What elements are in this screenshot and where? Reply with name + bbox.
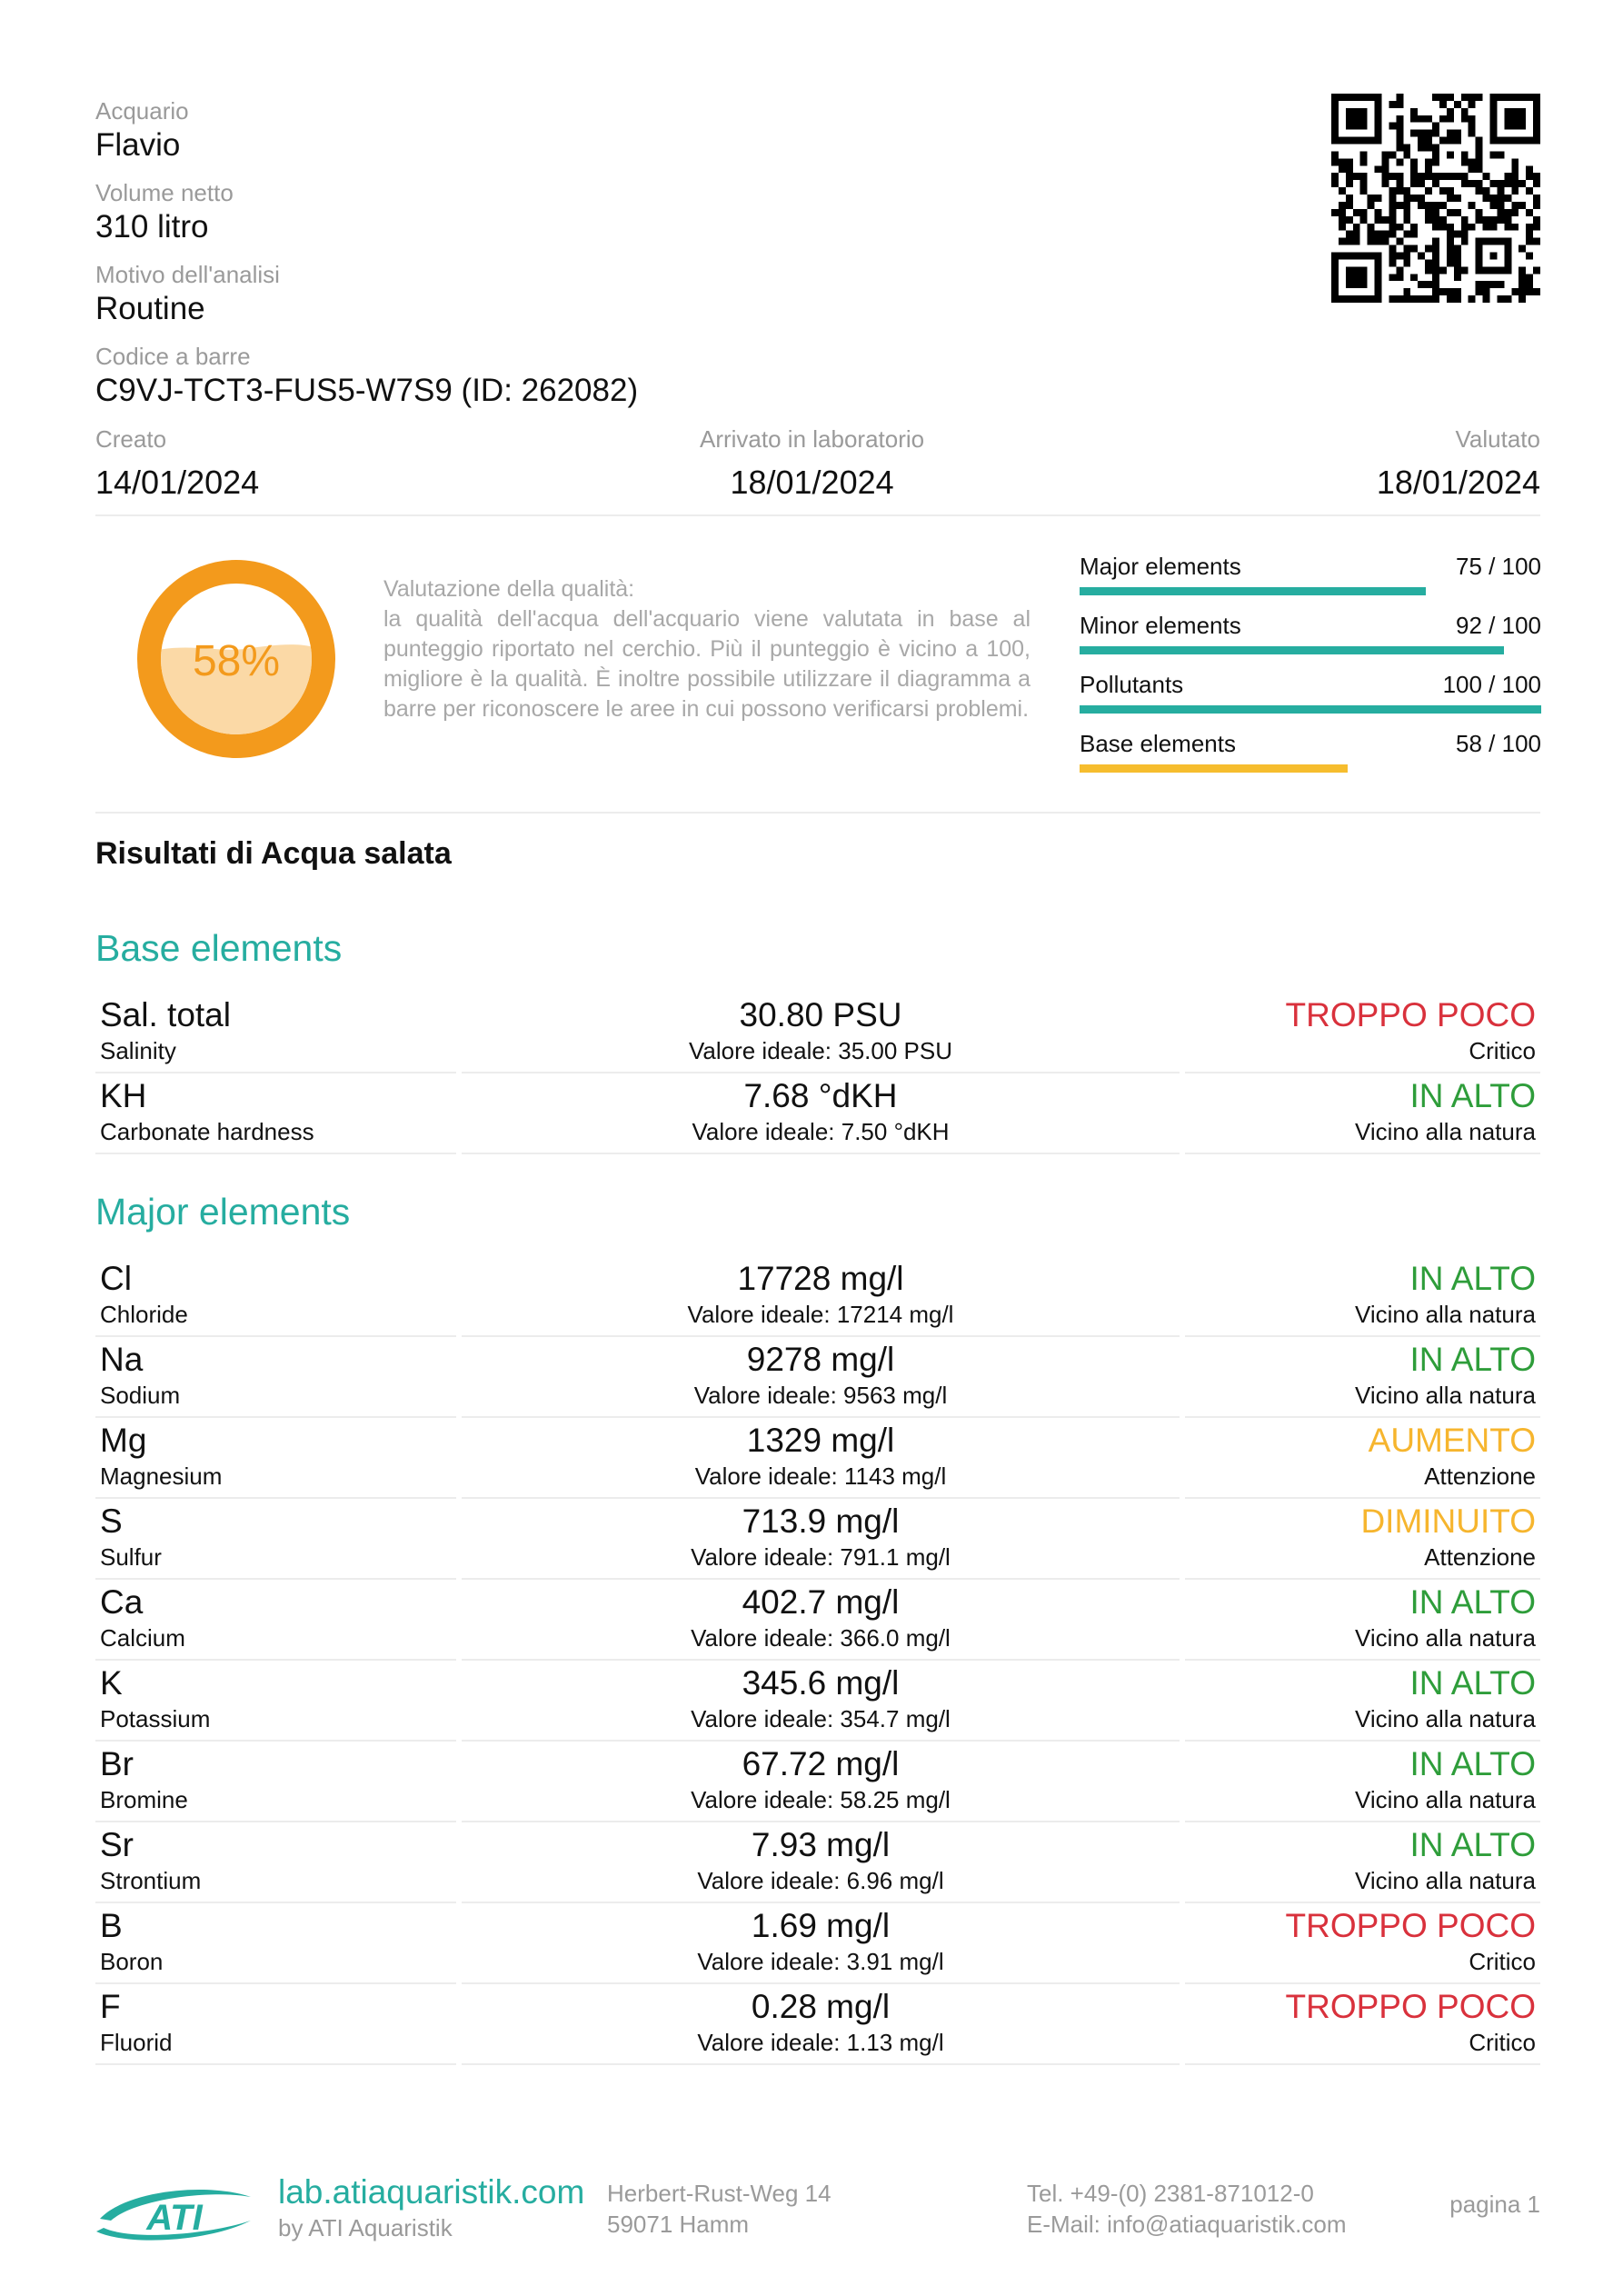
result-note: Attenzione [1424,1543,1536,1571]
result-assessment [1185,994,1540,1073]
group-title: Base elements [95,927,343,969]
result-value: 0.28 mg/l [751,1988,891,2025]
result-row [95,1582,1540,1662]
result-name: Boron [100,1948,164,1975]
result-symbol: S [100,1502,123,1540]
result-assessment [1185,1662,1540,1742]
result-status: TROPPO POCO [1285,1907,1536,1944]
result-parameter [95,1420,456,1499]
result-ideal: Valore ideale: 3.91 mg/l [697,1948,944,1975]
result-status: AUMENTO [1368,1422,1536,1459]
score-bar-track [1080,646,1541,654]
score-bar-score: 75 / 100 [1456,553,1541,580]
result-ideal: Valore ideale: 35.00 PSU [688,1037,953,1064]
score-bar-track [1080,587,1541,595]
score-bar-track [1080,764,1541,773]
result-symbol: Ca [100,1583,144,1621]
aquarium-info [95,95,1095,423]
result-name: Sodium [100,1382,181,1409]
result-ideal: Valore ideale: 791.1 mg/l [691,1543,951,1571]
result-measurement [462,1662,1180,1742]
footer-address [607,2178,831,2240]
result-note: Vicino alla natura [1355,1301,1536,1328]
result-value: 1.69 mg/l [751,1907,891,1944]
result-assessment [1185,1905,1540,1984]
result-parameter [95,1501,456,1580]
score-bar-row [1080,664,1541,723]
result-value: 9278 mg/l [746,1341,895,1378]
result-measurement [462,1258,1180,1337]
result-row [95,1420,1540,1501]
result-measurement [462,1743,1180,1822]
result-note: Vicino alla natura [1355,1786,1536,1813]
result-ideal: Valore ideale: 9563 mg/l [693,1382,948,1409]
result-name: Magnesium [100,1462,223,1490]
result-parameter [95,994,456,1073]
result-note: Critico [1469,1948,1536,1975]
result-status: TROPPO POCO [1285,1988,1536,2025]
quality-description-text: la qualità dell'acqua dell'acquario viene valutata in base al punteggio riportato nel cerchio. Più il punteggio è vicino a 100, migliore è la qualità. È inoltre possibile utilizzare il diagramma a barre per riconoscere le aree in cui possono verificarsi problemi. [383,606,1031,722]
result-symbol: KH [100,1077,147,1114]
footer-tel: Tel. +49-(0) 2381-871012-0 [1027,2180,1314,2207]
result-row [95,1075,1540,1156]
result-note: Vicino alla natura [1355,1382,1536,1409]
reason-label: Motivo dell'analisi [95,261,280,288]
result-row [95,1905,1540,1986]
result-status: DIMINUITO [1360,1502,1536,1540]
score-bar-fill [1080,705,1541,714]
result-name: Bromine [100,1786,188,1813]
result-value: 67.72 mg/l [742,1745,900,1782]
result-ideal: Valore ideale: 1.13 mg/l [697,2029,944,2056]
result-parameter [95,1662,456,1742]
dates-row [95,424,1540,501]
score-bar-score: 58 / 100 [1456,730,1541,757]
result-status: IN ALTO [1409,1341,1536,1378]
result-ideal: Valore ideale: 7.50 °dKH [692,1118,950,1145]
result-note: Vicino alla natura [1355,1624,1536,1652]
result-status: IN ALTO [1409,1664,1536,1702]
quality-description-title: Valutazione della qualità: [383,576,635,602]
result-status: TROPPO POCO [1285,996,1536,1033]
result-measurement [462,1075,1180,1154]
result-symbol: Br [100,1745,134,1782]
result-value: 7.68 °dKH [743,1077,898,1114]
footer-by: by ATI Aquaristik [278,2214,453,2241]
result-symbol: Sal. total [100,996,231,1033]
result-name: Fluorid [100,2029,173,2056]
result-ideal: Valore ideale: 17214 mg/l [687,1301,954,1328]
result-row [95,1824,1540,1905]
result-assessment [1185,1339,1540,1418]
result-status: IN ALTO [1409,1745,1536,1782]
result-parameter [95,1258,456,1337]
result-row [95,994,1540,1075]
result-assessment [1185,1743,1540,1822]
result-measurement [462,994,1180,1073]
footer-address-line: 59071 Hamm [607,2211,750,2238]
result-parameter [95,1986,456,2065]
result-note: Vicino alla natura [1355,1867,1536,1894]
score-bar-track [1080,705,1541,714]
gauge-percent: 58% [192,637,281,685]
created-label: Creato [95,425,167,453]
aquarium-label: Acquario [95,97,189,125]
score-bars [1080,545,1541,782]
result-ideal: Valore ideale: 58.25 mg/l [691,1786,951,1813]
page-number: pagina 1 [1449,2191,1540,2218]
score-bar-row [1080,545,1541,604]
result-name: Chloride [100,1301,188,1328]
result-value: 7.93 mg/l [751,1826,891,1863]
result-status: IN ALTO [1409,1260,1536,1297]
result-note: Critico [1469,1037,1536,1064]
aquarium-value: Flavio [95,127,181,163]
reason-value: Routine [95,291,205,326]
result-row [95,1662,1540,1743]
footer-site-link[interactable]: lab.atiaquaristik.com [278,2173,585,2211]
result-value: 713.9 mg/l [742,1502,900,1540]
score-bar-name: Pollutants [1080,671,1184,698]
score-bar-row [1080,604,1541,664]
result-parameter [95,1339,456,1418]
result-assessment [1185,1986,1540,2065]
result-assessment [1185,1582,1540,1661]
result-ideal: Valore ideale: 6.96 mg/l [697,1867,944,1894]
result-parameter [95,1905,456,1984]
score-bar-name: Major elements [1080,553,1241,580]
result-measurement [462,1420,1180,1499]
footer [91,2172,1545,2254]
result-measurement [462,1986,1180,2065]
qr-code [1331,94,1540,303]
result-assessment [1185,1501,1540,1580]
footer-address-line: Herbert-Rust-Weg 14 [607,2180,831,2207]
result-name: Sulfur [100,1543,162,1571]
result-ideal: Valore ideale: 366.0 mg/l [691,1624,951,1652]
result-parameter [95,1824,456,1903]
result-note: Attenzione [1424,1462,1536,1490]
results-group-base [95,925,1540,1156]
divider [95,812,1540,814]
result-row [95,1501,1540,1582]
result-value: 17728 mg/l [737,1260,904,1297]
result-measurement [462,1501,1180,1580]
result-parameter [95,1743,456,1822]
result-row [95,1339,1540,1420]
score-bar-row [1080,723,1541,782]
result-name: Salinity [100,1037,176,1064]
barcode-value: C9VJ-TCT3-FUS5-W7S9 (ID: 262082) [95,373,639,408]
result-value: 402.7 mg/l [742,1583,900,1621]
result-status: IN ALTO [1409,1077,1536,1114]
created-value: 14/01/2024 [95,464,260,501]
result-symbol: B [100,1907,123,1944]
result-status: IN ALTO [1409,1583,1536,1621]
result-status: IN ALTO [1409,1826,1536,1863]
created-date [95,424,259,505]
result-measurement [462,1905,1180,1984]
results-group-major [95,1189,1540,2067]
arrived-date [700,424,924,505]
barcode-label: Codice a barre [95,343,251,370]
result-parameter [95,1582,456,1661]
result-value: 345.6 mg/l [742,1664,900,1702]
result-assessment [1185,1258,1540,1337]
quality-description [383,574,1031,724]
results-rows [95,994,1540,1156]
footer-email[interactable]: E-Mail: info@atiaquaristik.com [1027,2211,1347,2238]
score-bar-score: 92 / 100 [1456,612,1541,639]
result-symbol: Mg [100,1422,147,1459]
score-bar-fill [1080,646,1504,654]
result-symbol: F [100,1988,121,2025]
result-note: Critico [1469,2029,1536,2056]
logo-text: ATI [146,2198,203,2238]
score-bar-fill [1080,764,1348,773]
volume-value: 310 litro [95,209,209,245]
result-assessment [1185,1075,1540,1154]
arrived-value: 18/01/2024 [730,464,894,501]
volume-label: Volume netto [95,179,234,206]
footer-contact [1027,2178,1347,2240]
result-row [95,1258,1540,1339]
result-symbol: Sr [100,1826,134,1863]
result-name: Potassium [100,1705,211,1732]
result-value: 1329 mg/l [746,1422,895,1459]
score-bar-name: Base elements [1080,730,1236,757]
results-title: Risultati di Acqua salata [95,836,452,871]
result-note: Vicino alla natura [1355,1118,1536,1145]
result-assessment [1185,1420,1540,1499]
results-rows [95,1258,1540,2067]
arrived-label: Arrivato in laboratorio [700,425,925,453]
result-measurement [462,1582,1180,1661]
result-name: Calcium [100,1624,185,1652]
divider [95,514,1540,516]
result-row [95,1743,1540,1824]
result-symbol: K [100,1664,123,1702]
result-value: 30.80 PSU [739,996,902,1033]
result-symbol: Cl [100,1260,132,1297]
evaluated-date [1377,424,1540,505]
result-row [95,1986,1540,2067]
evaluated-value: 18/01/2024 [1376,464,1540,501]
result-measurement [462,1339,1180,1418]
result-name: Carbonate hardness [100,1118,314,1145]
result-name: Strontium [100,1867,202,1894]
result-assessment [1185,1824,1540,1903]
result-parameter [95,1075,456,1154]
result-ideal: Valore ideale: 354.7 mg/l [691,1705,951,1732]
ati-logo-icon [91,2177,254,2250]
result-symbol: Na [100,1341,144,1378]
evaluated-label: Valutato [1455,425,1540,453]
quality-gauge [136,559,336,759]
score-bar-name: Minor elements [1080,612,1241,639]
result-measurement [462,1824,1180,1903]
score-bar-score: 100 / 100 [1442,671,1541,698]
result-ideal: Valore ideale: 1143 mg/l [694,1462,947,1490]
result-note: Vicino alla natura [1355,1705,1536,1732]
group-title: Major elements [95,1191,351,1233]
score-bar-fill [1080,587,1426,595]
